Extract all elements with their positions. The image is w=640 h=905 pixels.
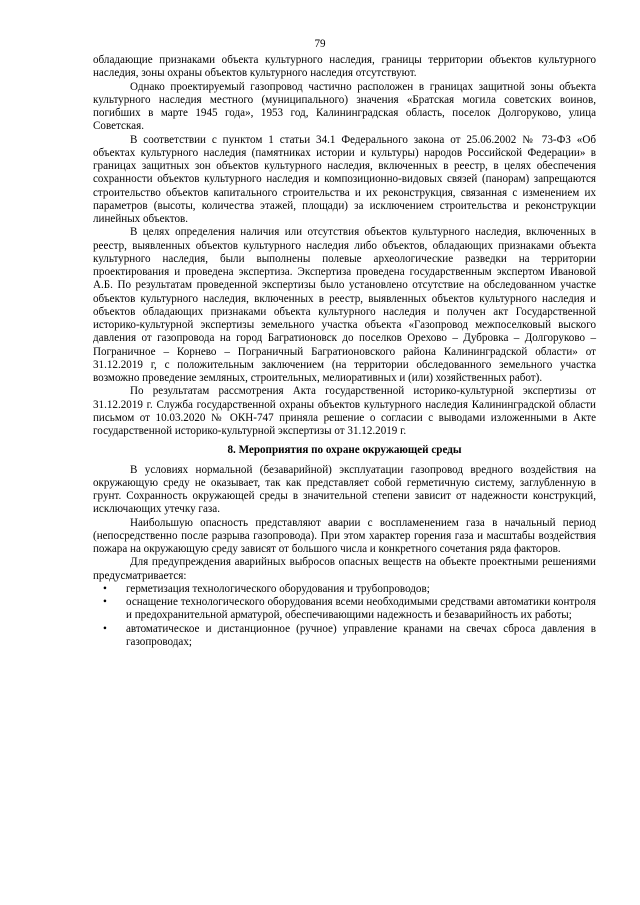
paragraph-continuation: обладающие признаками объекта культурного наследия, границы территории объектов культурного наследия, зоны охраны объектов культурного наследия отсутствуют. <box>93 54 596 80</box>
bullet-icon: • <box>103 622 107 635</box>
paragraph: По результатам рассмотрения Акта государственной историко-культурной экспертизы от 31.12.2019 г. Служба государственной охраны объектов культурного наследия Калининградской области письмом от 10.03.2020 № ОКН-747 приняла решение о согласии с выводами изложенными в Акте государственной историко-культурной экспертизы от 31.12.2019 г. <box>93 385 596 437</box>
paragraph: Наибольшую опасность представляют аварии с воспламенением газа в начальный период (непосредственно после разрыва газопровода). При этом характер горения газа и масштабы воздействия пожара на окружающую среду зависят от большого числа и конкретного сочетания ряда факторов. <box>93 516 596 555</box>
paragraph: В условиях нормальной (безаварийной) эксплуатации газопровод вредного воздействия на окружающую среду не оказывает, так как представляет собой герметичную систему, заглубленную в грунт. Сохранность окружающей среды в значительной степени зависит от надежности конструкций, исключающих утечку газа. <box>93 463 596 516</box>
paragraph: В соответствии с пунктом 1 статьи 34.1 Федерального закона от 25.06.2002 № 73-ФЗ «Об объектах культурного наследия (памятниках истории и культуры) народов Российской Федерации» в границах защитных зон объектов культурного наследия, включенных в реестр, в целях обеспечения сохранности объектов культурного наследия и композиционно-видовых связей (панорам) запрещаются строительство объектов капитального строительства и их реконструкция, связанная с изменением их параметров (высоты, количества этажей, площади) за исключением строительства и реконструкции линейных объектов. <box>93 133 596 225</box>
section-heading: 8. Мероприятия по охране окружающей среды <box>227 444 462 457</box>
paragraph: Однако проектируемый газопровод частично расположен в границах защитной зоны объекта культурного наследия местного (муниципального) значения «Братская могила советских воинов, погибших в марте 1945 года», 1953 год, Калининградская область, поселок Долгоруково, улица Советская. <box>93 80 596 133</box>
bullet-icon: • <box>103 596 107 608</box>
list-item <box>93 623 596 650</box>
measures-list <box>93 583 596 649</box>
document-body <box>93 54 596 649</box>
bullet-icon: • <box>103 582 107 595</box>
list-item <box>93 583 596 596</box>
list-item-text: автоматическое и дистанционное (ручное) управление кранами на свечах сброса давления в газопроводах; <box>126 622 596 648</box>
paragraph: В целях определения наличия или отсутствия объектов культурного наследия, включенных в реестр, выявленных объектов культурного наследия либо объектов, обладающих признаками объекта культурного наследия, были выполнены полевые археологические разведки на территории проектирования и проведена экспертиза. Экспертиза проведена государственным экспертом Ивановой А.Б. По результатам проведенной экспертизы было установлено отсутствие на обследованном участке объектов культурного наследия, включенных в реестр, выявленных объектов культурного наследия и объектов обладающих признаками объекта культурного наследия и получен акт Государственной историко-культурной экспертизы земельного участка объекта «Газопровод межпоселковый выского давления от газопровода на город Багратионовск до поселков Орехово – Дубровка – Долгоруково – Пограничное – Корнево – Пограничный Багратионовского района Калининградской области» от 31.12.2019 г, с положительным заключением (на территории обследованного земельного участка возможно проведение земляных, строительных, мелиоративных и (или) хозяйственных работ). <box>93 226 596 384</box>
list-item <box>93 596 596 623</box>
page-number: 79 <box>314 38 326 50</box>
list-item-text: герметизация технологического оборудования и трубопроводов; <box>126 582 430 595</box>
paragraph: Для предупреждения аварийных выбросов опасных веществ на объекте проектными решениями предусматривается: <box>93 556 596 582</box>
list-item-text: оснащение технологического оборудования всеми необходимыми средствами автоматики контроля и предохранительной арматурой, обеспечивающими надежность и безаварийность их работы; <box>126 596 596 622</box>
